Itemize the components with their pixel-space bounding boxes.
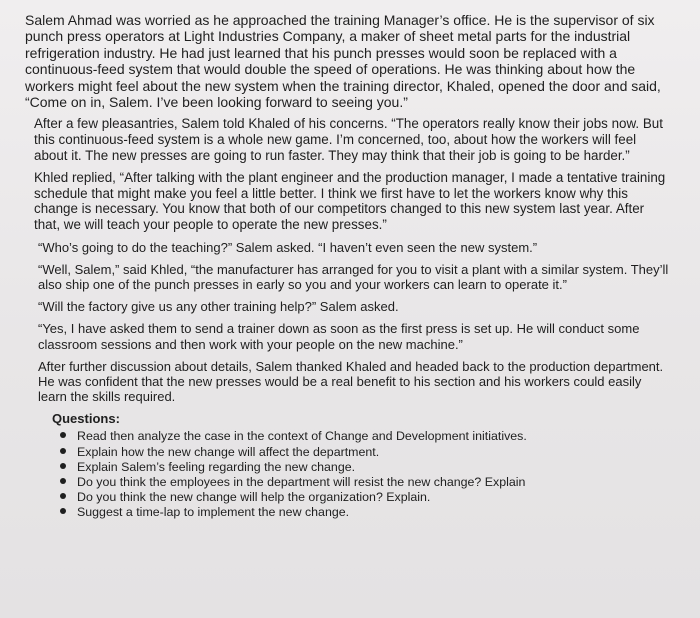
question-item (60, 505, 672, 520)
question-text: Explain Salem’s feeling regarding the new change. (77, 459, 356, 474)
bullet-icon (60, 448, 66, 454)
question-text: Explain how the new change will affect the department. (77, 444, 380, 459)
paragraph-khled-reply: Khled replied, “After talking with the plant engineer and the production manager, I made a tentative training schedule that might make you feel a little better. I think we first have to let the workers know why this change is necessary. You know that both of our competitors changed to this new system last year. After that, we will teach your people to operate the new presses.” (34, 170, 666, 232)
bullet-icon (60, 508, 66, 514)
question-item (60, 460, 672, 475)
question-text: Do you think the employees in the department will resist the new change? Explain (77, 475, 526, 490)
paragraph-manufacturer: “Well, Salem,” said Khled, “the manufacturer has arranged for you to visit a plant with a similar system. They’ll also ship one of the punch presses in early so you and your workers can learn to operate it.” (38, 261, 669, 292)
paragraph-conclusion: After further discussion about details, Salem thanked Khaled and headed back to the production department. He was confident that the new presses would be a real benefit to his section and his workers could easily learn the skills required. (38, 358, 664, 405)
bullet-icon (60, 463, 66, 469)
question-text: Do you think the new change will help the organization? Explain. (77, 490, 431, 505)
bullet-icon (60, 478, 66, 484)
paragraph-concerns: After a few pleasantries, Salem told Khaled of his concerns. “The operators really know their jobs now. But this continuous-feed system is a whole new game. I’m concerned, too, about how the workers will feel about it. The new presses are going to run faster. They may think that their job is going to be harder.” (34, 116, 663, 163)
bullet-icon (60, 493, 66, 499)
bullet-icon (60, 432, 66, 438)
questions-section (52, 411, 672, 520)
question-item (60, 490, 672, 505)
question-item (60, 445, 672, 460)
paragraph-intro: Salem Ahmad was worried as he approached the training Manager’s office. He is the supervisor of six punch press operators at Light Industries Company, a maker of sheet metal parts for the industrial refrigeration industry. He had just learned that his punch presses would soon be replaced with a continuous-feed system that would double the speed of operations. He was thinking about how the workers might feel about the new system when the training director, Khaled, opened the door and said, “Come on in, Salem. I’ve been looking forward to seeing you.” (25, 12, 661, 111)
question-item (60, 475, 672, 490)
question-item (60, 429, 672, 444)
questions-heading: Questions: (52, 411, 120, 427)
paragraph-who-teaching: “Who’s going to do the teaching?” Salem asked. “I haven’t even seen the new system.” (38, 239, 538, 255)
question-text: Read then analyze the case in the context of Change and Development initiatives. (77, 429, 527, 444)
paragraph-other-help: “Will the factory give us any other training help?” Salem asked. (38, 299, 399, 315)
questions-list (52, 429, 672, 520)
question-text: Suggest a time-lap to implement the new change. (77, 505, 350, 520)
paragraph-trainer: “Yes, I have asked them to send a trainer down as soon as the first press is set up. He will conduct some classroom sessions and then work with your people on the new machine.” (38, 321, 640, 352)
